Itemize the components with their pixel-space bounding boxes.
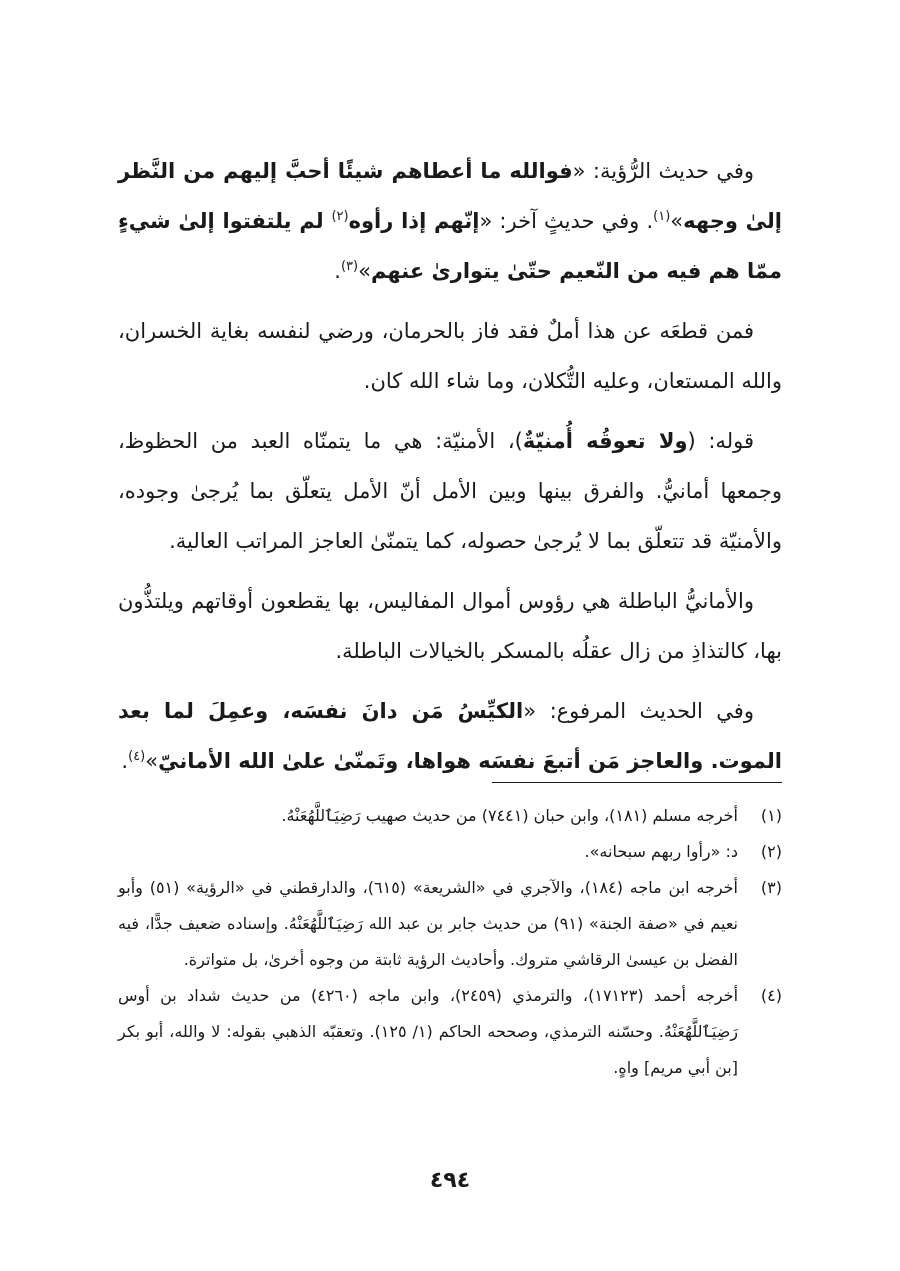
text-run: . وفي حديثٍ آخر: « [479, 209, 654, 233]
text-run: » [670, 209, 684, 233]
paragraph-khusran [118, 306, 782, 406]
page-number: ٤٩٤ [429, 1168, 471, 1193]
footnote-4 [118, 978, 782, 1086]
footnote-3 [118, 870, 782, 978]
bold-quote: ولا تعوقُه أُمنيّةٌ [522, 429, 688, 453]
text-run: . [334, 259, 341, 283]
footnote-text: د: «رأوا ربهم سبحانه». [584, 842, 738, 861]
bold-quote: الكيِّسُ مَن دانَ نفسَه، وعمِلَ لما بعد الموت. والعاجز مَن أتبعَ نفسَه هواها، وتَمنّىٰ علىٰ الله الأمانيّ [118, 699, 782, 773]
bold-quote: فوالله ما أعطاهم شيئًا أحبَّ إليهم من النَّظر إلىٰ وجهه [118, 159, 783, 233]
text-run: )، الأمنيّة: هي ما يتمنّاه العبد من الحظوظ، وجمعها أمانيُّ. والفرق بينها وبين الأمل أنّ الأمل يتعلّق بما يُرجىٰ وجوده، والأمنيّة قد تتعلّق بما لا يُرجىٰ حصوله، كما يتمنّىٰ العاجز المراتب العالية. [118, 429, 782, 553]
footnote-ref: (٤) [128, 749, 146, 764]
paragraph-ruya-hadith [118, 146, 782, 296]
text-run: وفي الحديث المرفوع: « [523, 699, 754, 723]
text-run: والأمانيُّ الباطلة هي رؤوس أموال المفاليس، بها يقطعون أوقاتهم ويلتذُّون بها، كالتذاذِ من زال عقلُه بالمسكر بالخيالات الباطلة. [118, 589, 782, 663]
paragraph-kayyis-hadith [118, 686, 782, 786]
footnotes [118, 798, 782, 1086]
footnote-1 [118, 798, 782, 834]
footnote-ref: (٣) [340, 259, 359, 274]
text-run: » [358, 259, 371, 283]
text-run: . [121, 749, 129, 773]
main-text [118, 146, 782, 796]
bold-quote: لم يلتفتوا إلىٰ شيءٍ ممّا هم فيه من النّعيم حتّىٰ يتوارىٰ عنهم [118, 209, 782, 283]
paragraph-umniyya [118, 416, 782, 566]
footnote-number: (١) [760, 806, 782, 825]
text-run: قوله: ( [687, 429, 754, 453]
text-run: وفي حديث الرُّؤية: « [572, 159, 755, 183]
footnote-number: (٣) [760, 878, 782, 897]
footnote-number: (٢) [760, 842, 782, 861]
footnote-2 [118, 834, 782, 870]
footnote-text: أخرجه أحمد (١٧١٢٣)، والترمذي (٢٤٥٩)، وابن ماجه (٤٢٦٠) من حديث شداد بن أوس رَضِيَٱللَّهُعَنْهُ. وحسّنه الترمذي، وصححه الحاكم (١/ ١٢٥). وتعقبّه الذهبي بقوله: لا والله، أبو بكر [بن أبي مريم] واهٍ. [118, 986, 739, 1077]
footnote-number: (٤) [760, 986, 782, 1005]
footnote-ref: (١) [653, 209, 671, 224]
bold-quote: إنّهم إذا رأوه [348, 209, 480, 233]
footnote-text: أخرجه ابن ماجه (١٨٤)، والآجري في «الشريعة» (٦١٥)، والدارقطني في «الرؤية» (٥١) وأبو نعيم في «صفة الجنة» (٩١) من حديث جابر بن عبد الله رَضِيَٱللَّهُعَنْهُ. وإسناده ضعيف جدًّا، فيه الفضل بن عيسىٰ الرقاشي متروك. وأحاديث الرؤية ثابتة من وجوه أخرىٰ، بل متواترة. [118, 878, 739, 969]
paragraph-amani-batila [118, 576, 782, 676]
text-run: فمن قطعَه عن هذا أملٌ فقد فاز بالحرمان، ورضي لنفسه بغاية الخسران، والله المستعان، وعليه التُّكلان، وما شاء الله كان. [118, 319, 782, 393]
footnote-separator [492, 782, 782, 783]
footnote-text: أخرجه مسلم (١٨١)، وابن حبان (٧٤٤١) من حديث صهيب رَضِيَٱللَّهُعَنْهُ. [281, 806, 738, 825]
text-run: » [145, 749, 159, 773]
footnote-ref: (٢) [331, 209, 349, 224]
